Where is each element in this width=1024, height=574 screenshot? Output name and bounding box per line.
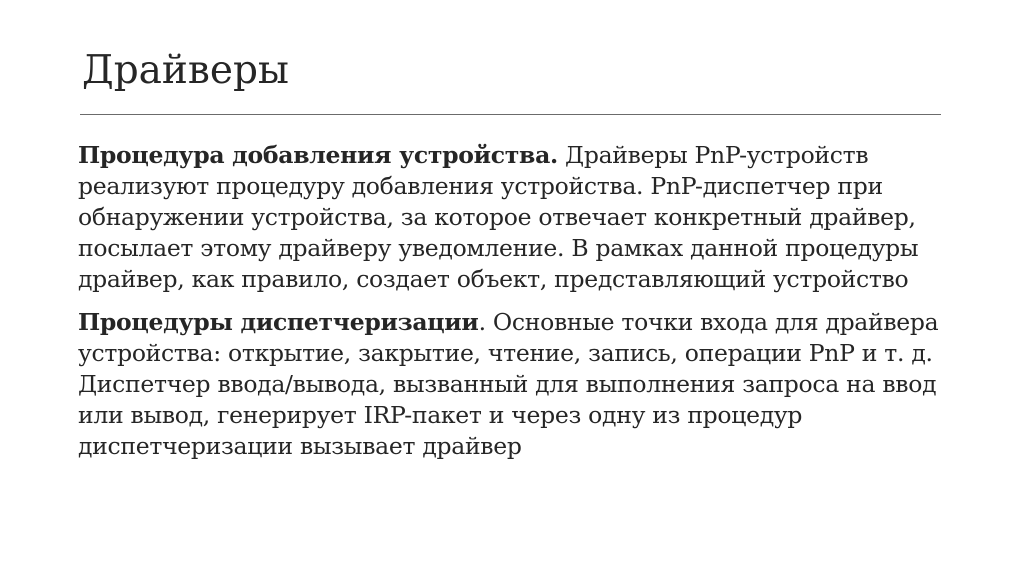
slide-title: Драйверы (82, 48, 289, 93)
title-divider (80, 114, 941, 115)
paragraph-lead: Процедуры диспетчеризации (78, 308, 479, 336)
paragraph-lead: Процедура добавления устройства. (78, 141, 558, 169)
paragraph-add-device (78, 140, 958, 295)
paragraph-text: Драйверы PnP-устройств реализуют процедуру добавления устройства. PnP-диспетчер при обнаружении устройства, за которое отвечает конкретный драйвер, посылает этому драйверу уведомление. В рамках данной процедуры драйвер, как правило, создает объект, представляющий устройство (78, 141, 919, 293)
paragraph-text: . Основные точки входа для драйвера устройства: открытие, закрытие, чтение, запись, операции PnP и т. д. Диспетчер ввода/вывода, вызванный для выполнения запроса на ввод или вывод, генерирует IRP-пакет и через одну из процедур диспетчеризации вызывает драйвер (78, 308, 939, 460)
slide-body (78, 140, 958, 474)
paragraph-dispatch (78, 307, 958, 462)
